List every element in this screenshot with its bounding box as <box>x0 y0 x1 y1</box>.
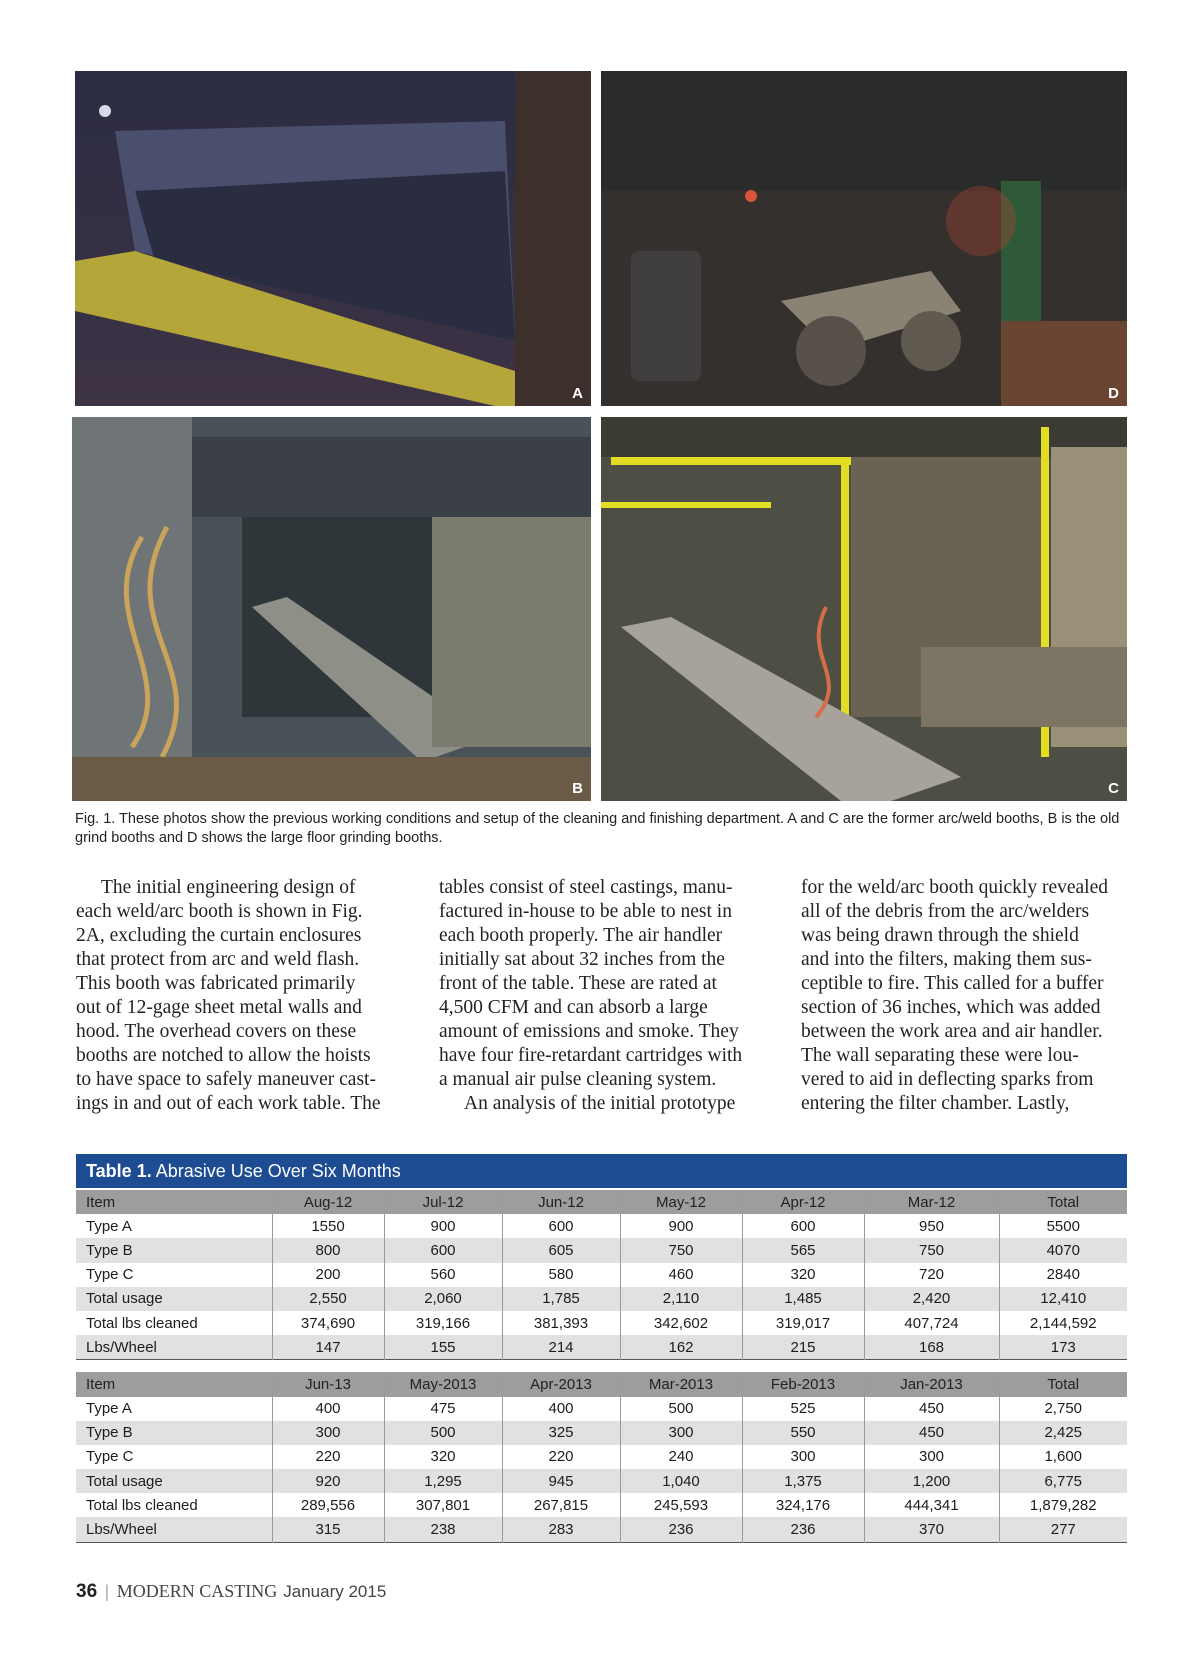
table-cell: 2,420 <box>864 1287 999 1311</box>
table-cell: 407,724 <box>864 1311 999 1335</box>
row-label: Type B <box>76 1238 272 1262</box>
table-cell: 4070 <box>999 1238 1127 1262</box>
table-cell: 381,393 <box>502 1311 620 1335</box>
table-cell: 2840 <box>999 1263 1127 1287</box>
table-header-row <box>76 1372 1127 1396</box>
table-row <box>76 1214 1127 1238</box>
table-cell: 500 <box>620 1397 742 1421</box>
table-cell: 155 <box>384 1335 502 1360</box>
text-line: entering the filter chamber. Lastly, <box>801 1093 1070 1114</box>
table-cell: 267,815 <box>502 1493 620 1517</box>
table-cell: 236 <box>742 1517 864 1542</box>
text-line: a manual air pulse cleaning system. <box>439 1069 717 1090</box>
text-line: front of the table. These are rated at <box>439 973 717 994</box>
text-line: The initial engineering design of <box>101 877 356 898</box>
text-line: vered to aid in deflecting sparks from <box>801 1069 1094 1090</box>
table-cell: 600 <box>502 1214 620 1238</box>
table-cell: 300 <box>272 1421 384 1445</box>
table-cell: 950 <box>864 1214 999 1238</box>
table-cell: 300 <box>620 1421 742 1445</box>
table-row <box>76 1311 1127 1335</box>
text-line: was being drawn through the shield <box>801 925 1079 946</box>
table-cell: 238 <box>384 1517 502 1542</box>
table-cell: 2,110 <box>620 1287 742 1311</box>
header-cell: Mar-2013 <box>620 1372 742 1396</box>
photo-label: D <box>1108 385 1119 402</box>
header-cell: Jun-12 <box>502 1190 620 1214</box>
table-cell: 500 <box>384 1421 502 1445</box>
table-cell: 319,017 <box>742 1311 864 1335</box>
table-cell: 460 <box>620 1263 742 1287</box>
table-cell: 325 <box>502 1421 620 1445</box>
table-cell: 277 <box>999 1517 1127 1542</box>
text-line: to have space to safely maneuver cast- <box>76 1069 376 1090</box>
magazine-name: MODERN CASTING <box>116 1581 278 1601</box>
text-line: have four fire-retardant cartridges with <box>439 1045 743 1066</box>
table-row <box>76 1397 1127 1421</box>
table-cell: 283 <box>502 1517 620 1542</box>
table-cell: 300 <box>864 1445 999 1469</box>
photo-label: A <box>572 385 583 402</box>
table-cell: 162 <box>620 1335 742 1360</box>
table-cell: 1,485 <box>742 1287 864 1311</box>
text-line: 4,500 CFM and can absorb a large <box>439 997 708 1018</box>
table-cell: 1,879,282 <box>999 1493 1127 1517</box>
table-cell: 2,425 <box>999 1421 1127 1445</box>
text-line: and into the filters, making them sus- <box>801 949 1092 970</box>
text-line: This booth was fabricated primarily <box>76 973 356 994</box>
table-cell: 173 <box>999 1335 1127 1360</box>
table-cell: 750 <box>864 1238 999 1262</box>
table-title <box>76 1154 1127 1188</box>
table-title-text: Abrasive Use Over Six Months <box>155 1161 401 1181</box>
text-line: all of the debris from the arc/welders <box>801 901 1090 922</box>
header-cell: Jan-2013 <box>864 1372 999 1396</box>
table-cell: 800 <box>272 1238 384 1262</box>
row-label: Total lbs cleaned <box>86 1314 198 1332</box>
table-cell: 920 <box>272 1469 384 1493</box>
table-cell: 1,200 <box>864 1469 999 1493</box>
table-cell: 374,690 <box>272 1311 384 1335</box>
table-cell: 1550 <box>272 1214 384 1238</box>
table-row <box>76 1263 1127 1287</box>
row-label: Lbs/Wheel <box>76 1335 272 1360</box>
text-line: ings in and out of each work table. The <box>76 1093 381 1114</box>
table-row <box>76 1421 1127 1445</box>
table-cell: 2,060 <box>384 1287 502 1311</box>
photo-a <box>75 71 591 406</box>
table-cell: 245,593 <box>620 1493 742 1517</box>
table-row <box>76 1287 1127 1311</box>
footer-separator: | <box>105 1581 109 1601</box>
header-cell: Apr-12 <box>742 1190 864 1214</box>
table-row <box>76 1493 1127 1517</box>
header-cell: Jun-13 <box>272 1372 384 1396</box>
table-cell: 320 <box>384 1445 502 1469</box>
table-cell: 220 <box>272 1445 384 1469</box>
header-cell: Aug-12 <box>272 1190 384 1214</box>
table-cell: 720 <box>864 1263 999 1287</box>
header-cell: Total <box>999 1190 1127 1214</box>
text-line: out of 12-gage sheet metal walls and <box>76 997 362 1018</box>
row-label: Total lbs cleaned <box>86 1496 198 1514</box>
text-line: tables consist of steel castings, manu- <box>439 877 733 898</box>
row-label: Type C <box>86 1266 134 1284</box>
photo-label: B <box>572 780 583 797</box>
row-label: Type A <box>86 1217 132 1235</box>
photo-b-image <box>72 417 591 801</box>
table-cell: 236 <box>620 1517 742 1542</box>
text-line: section of 36 inches, which was added <box>801 997 1101 1018</box>
header-cell: May-12 <box>620 1190 742 1214</box>
table-cell: 2,550 <box>272 1287 384 1311</box>
table-cell: 900 <box>384 1214 502 1238</box>
photo-label: C <box>1108 780 1119 797</box>
text-line: each weld/arc booth is shown in Fig. <box>76 901 363 922</box>
table-cell: 600 <box>384 1238 502 1262</box>
table-cell: 525 <box>742 1397 864 1421</box>
table-cell: 168 <box>864 1335 999 1360</box>
photo-c <box>601 417 1127 801</box>
table-cell: 12,410 <box>999 1287 1127 1311</box>
header-cell: Item <box>76 1372 272 1396</box>
text-column-1 <box>76 876 406 1116</box>
photo-d <box>601 71 1127 406</box>
page-footer <box>76 1581 386 1603</box>
table-row <box>76 1238 1127 1262</box>
text-line: hood. The overhead covers on these <box>76 1021 357 1042</box>
table-cell: 147 <box>272 1335 384 1360</box>
table-cell: 6,775 <box>999 1469 1127 1493</box>
header-cell: May-2013 <box>384 1372 502 1396</box>
text-line: that protect from arc and weld flash. <box>76 949 360 970</box>
text-line: between the work area and air handler. <box>801 1021 1103 1042</box>
text-line: An analysis of the initial prototype <box>464 1093 736 1114</box>
text-line: for the weld/arc booth quickly revealed <box>801 877 1109 898</box>
table-cell: 319,166 <box>384 1311 502 1335</box>
text-line: amount of emissions and smoke. They <box>439 1021 739 1042</box>
table-cell: 240 <box>620 1445 742 1469</box>
table-cell: 1,295 <box>384 1469 502 1493</box>
table-cell: 315 <box>272 1517 384 1542</box>
table-cell: 750 <box>620 1238 742 1262</box>
header-cell: Item <box>76 1190 272 1214</box>
text-line: 2A, excluding the curtain enclosures <box>76 925 362 946</box>
table-cell: 565 <box>742 1238 864 1262</box>
row-label: Total usage <box>76 1469 272 1493</box>
table-cell: 400 <box>502 1397 620 1421</box>
table-cell: 605 <box>502 1238 620 1262</box>
table-cell: 220 <box>502 1445 620 1469</box>
table-row <box>76 1517 1127 1542</box>
table-cell: 550 <box>742 1421 864 1445</box>
table-cell: 215 <box>742 1335 864 1360</box>
row-label: Type C <box>86 1448 134 1466</box>
photo-c-image <box>601 417 1127 801</box>
header-cell: Mar-12 <box>864 1190 999 1214</box>
table-cell: 900 <box>620 1214 742 1238</box>
table-row <box>76 1469 1127 1493</box>
row-label: Total usage <box>76 1287 272 1311</box>
table-cell: 475 <box>384 1397 502 1421</box>
table-row <box>76 1335 1127 1360</box>
photo-a-image <box>75 71 591 406</box>
table-cell: 1,040 <box>620 1469 742 1493</box>
table-cell: 370 <box>864 1517 999 1542</box>
header-cell: Apr-2013 <box>502 1372 620 1396</box>
table-cell: 300 <box>742 1445 864 1469</box>
table-cell: 450 <box>864 1421 999 1445</box>
table-cell: 450 <box>864 1397 999 1421</box>
table-cell: 400 <box>272 1397 384 1421</box>
table-number: Table 1. <box>86 1161 152 1181</box>
table-cell: 2,144,592 <box>999 1311 1127 1335</box>
header-cell: Total <box>999 1372 1127 1396</box>
table-cell: 324,176 <box>742 1493 864 1517</box>
table-cell: 320 <box>742 1263 864 1287</box>
table-cell: 444,341 <box>864 1493 999 1517</box>
text-line: booths are notched to allow the hoists <box>76 1045 371 1066</box>
photo-d-image <box>601 71 1127 406</box>
page-number: 36 <box>76 1581 98 1602</box>
table-2013 <box>76 1372 1127 1542</box>
text-line: factured in-house to be able to nest in <box>439 901 732 922</box>
table-cell: 1,375 <box>742 1469 864 1493</box>
table-cell: 560 <box>384 1263 502 1287</box>
table-2012 <box>76 1190 1127 1360</box>
row-label: Lbs/Wheel <box>76 1517 272 1542</box>
text-column-3 <box>801 876 1131 1116</box>
table-row <box>76 1445 1127 1469</box>
table-cell: 580 <box>502 1263 620 1287</box>
table-cell: 1,600 <box>999 1445 1127 1469</box>
table-cell: 2,750 <box>999 1397 1127 1421</box>
text-line: initially sat about 32 inches from the <box>439 949 725 970</box>
abrasive-use-table <box>76 1154 1127 1543</box>
text-line: each booth properly. The air handler <box>439 925 723 946</box>
table-cell: 5500 <box>999 1214 1127 1238</box>
table-cell: 342,602 <box>620 1311 742 1335</box>
table-cell: 600 <box>742 1214 864 1238</box>
table-cell: 307,801 <box>384 1493 502 1517</box>
table-cell: 289,556 <box>272 1493 384 1517</box>
text-column-2 <box>439 876 769 1116</box>
header-cell: Feb-2013 <box>742 1372 864 1396</box>
header-cell: Jul-12 <box>384 1190 502 1214</box>
row-label: Type A <box>86 1400 132 1418</box>
row-label: Type B <box>76 1421 272 1445</box>
text-line: The wall separating these were lou- <box>801 1045 1079 1066</box>
table-cell: 214 <box>502 1335 620 1360</box>
figure-caption: Fig. 1. These photos show the previous working conditions and setup of the cleaning and finishing department. A and C are the former arc/weld booths, B is the old grind booths and D shows the large floor grinding booths. <box>75 811 1120 846</box>
issue-date: January 2015 <box>283 1582 387 1601</box>
table-cell: 945 <box>502 1469 620 1493</box>
photo-b <box>72 417 591 801</box>
table-cell: 1,785 <box>502 1287 620 1311</box>
table-header-row <box>76 1190 1127 1214</box>
text-line: ceptible to fire. This called for a buffer <box>801 973 1104 994</box>
table-cell: 200 <box>272 1263 384 1287</box>
